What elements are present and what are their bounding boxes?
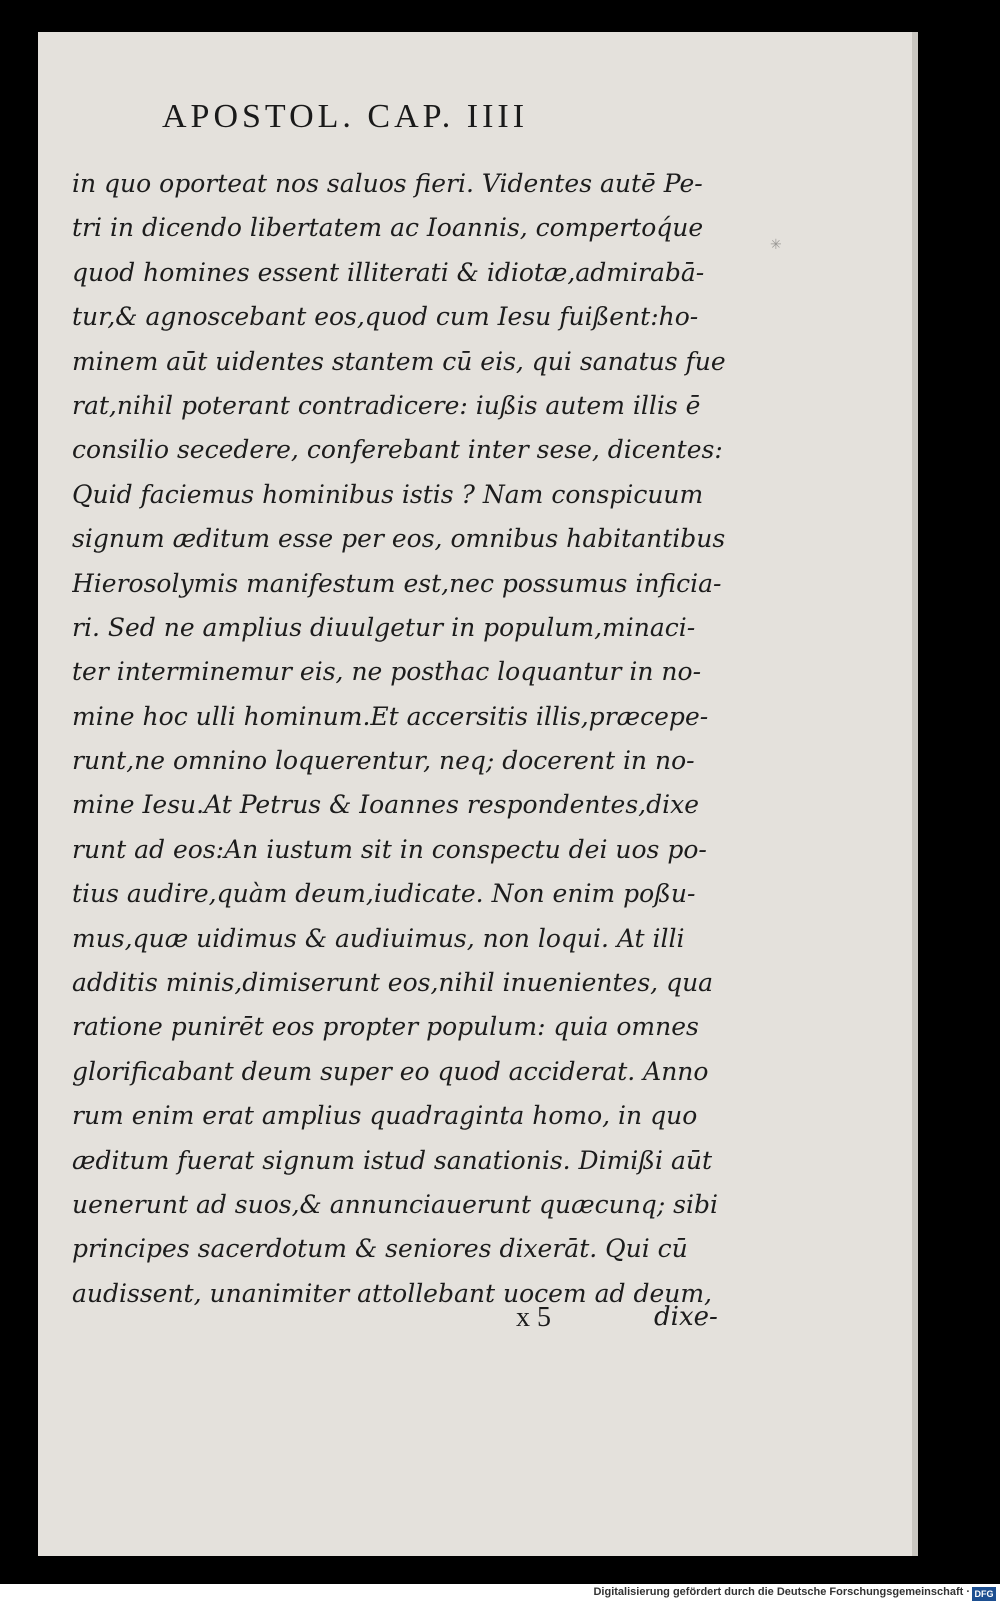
text-line: minem aūt uidentes stantem cū eis, qui sanatus fue [72,346,726,376]
text-line: tur,& agnoscebant eos,quod cum Iesu fuißent:ho- [72,302,699,332]
book-page [38,32,918,1556]
text-line: æditum fuerat signum istud sanationis. Dimißi aūt [72,1145,712,1175]
text-line: ratione punirēt eos propter populum: quia omnes [72,1012,699,1042]
text-line: consilio secedere, conferebant inter sese, dicentes: [72,435,723,465]
text-line: mine hoc ulli hominum.Et accersitis illis,præcepe- [72,701,709,731]
text-line: tius audire,quàm deum,iudicate. Non enim poßu- [72,879,696,909]
running-head: APOSTOL. CAP. IIII [162,98,529,135]
text-line: signum æditum esse per eos, omnibus habitantibus [72,524,726,554]
text-line: ri. Sed ne amplius diuulgetur in populum,minaci- [72,612,696,642]
signature-mark: x 5 [516,1302,551,1333]
text-line: runt,ne omnino loquerentur, neq; docerent in no- [72,746,695,776]
text-line: mine Iesu.At Petrus & Ioannes respondentes,dixe [72,790,700,820]
text-line: mus,quæ uidimus & audiuimus, non loqui. At illi [72,923,685,953]
text-line: additis minis,dimiserunt eos,nihil inuenientes, qua [72,968,714,998]
text-line: in quo oporteat nos saluos fieri. Videntes autē Pe- [72,169,703,198]
text-line: ter interminemur eis, ne posthac loquantur in no- [72,657,702,687]
paper-speck-icon: ✳ [770,237,782,253]
catchword: dixe- [654,1302,718,1332]
text-line: audissent, unanimiter attollebant uocem ad deum, [72,1278,712,1308]
text-line: quod homines essent illiterati & idiotæ,admirabā- [72,257,705,287]
dfg-logo-icon: DFG [972,1587,996,1601]
text-line: rat,nihil poterant contradicere: iußis autem illis ē [72,390,701,420]
text-body [72,162,792,1316]
text-line: uenerunt ad suos,& annunciauerunt quæcunq; sibi [72,1189,719,1219]
text-line: principes sacerdotum & seniores dixerāt. Qui cū [72,1234,688,1264]
text-line: runt ad eos:An iustum sit in conspectu dei uos po- [72,834,707,864]
text-line: rum enim erat amplius quadraginta homo, in quo [72,1101,698,1131]
text-line: Quid faciemus hominibus istis ? Nam conspicuum [72,479,704,509]
footer-credit: Digitalisierung gefördert durch die Deutsche Forschungsgemeinschaft · [593,1586,970,1598]
text-line: tri in dicendo libertatem ac Ioannis, compertoq́ue [72,213,704,243]
text-line: glorificabant deum super eo quod acciderat. Anno [72,1056,709,1086]
text-line: Hierosolymis manifestum est,nec possumus inficia- [72,568,722,598]
